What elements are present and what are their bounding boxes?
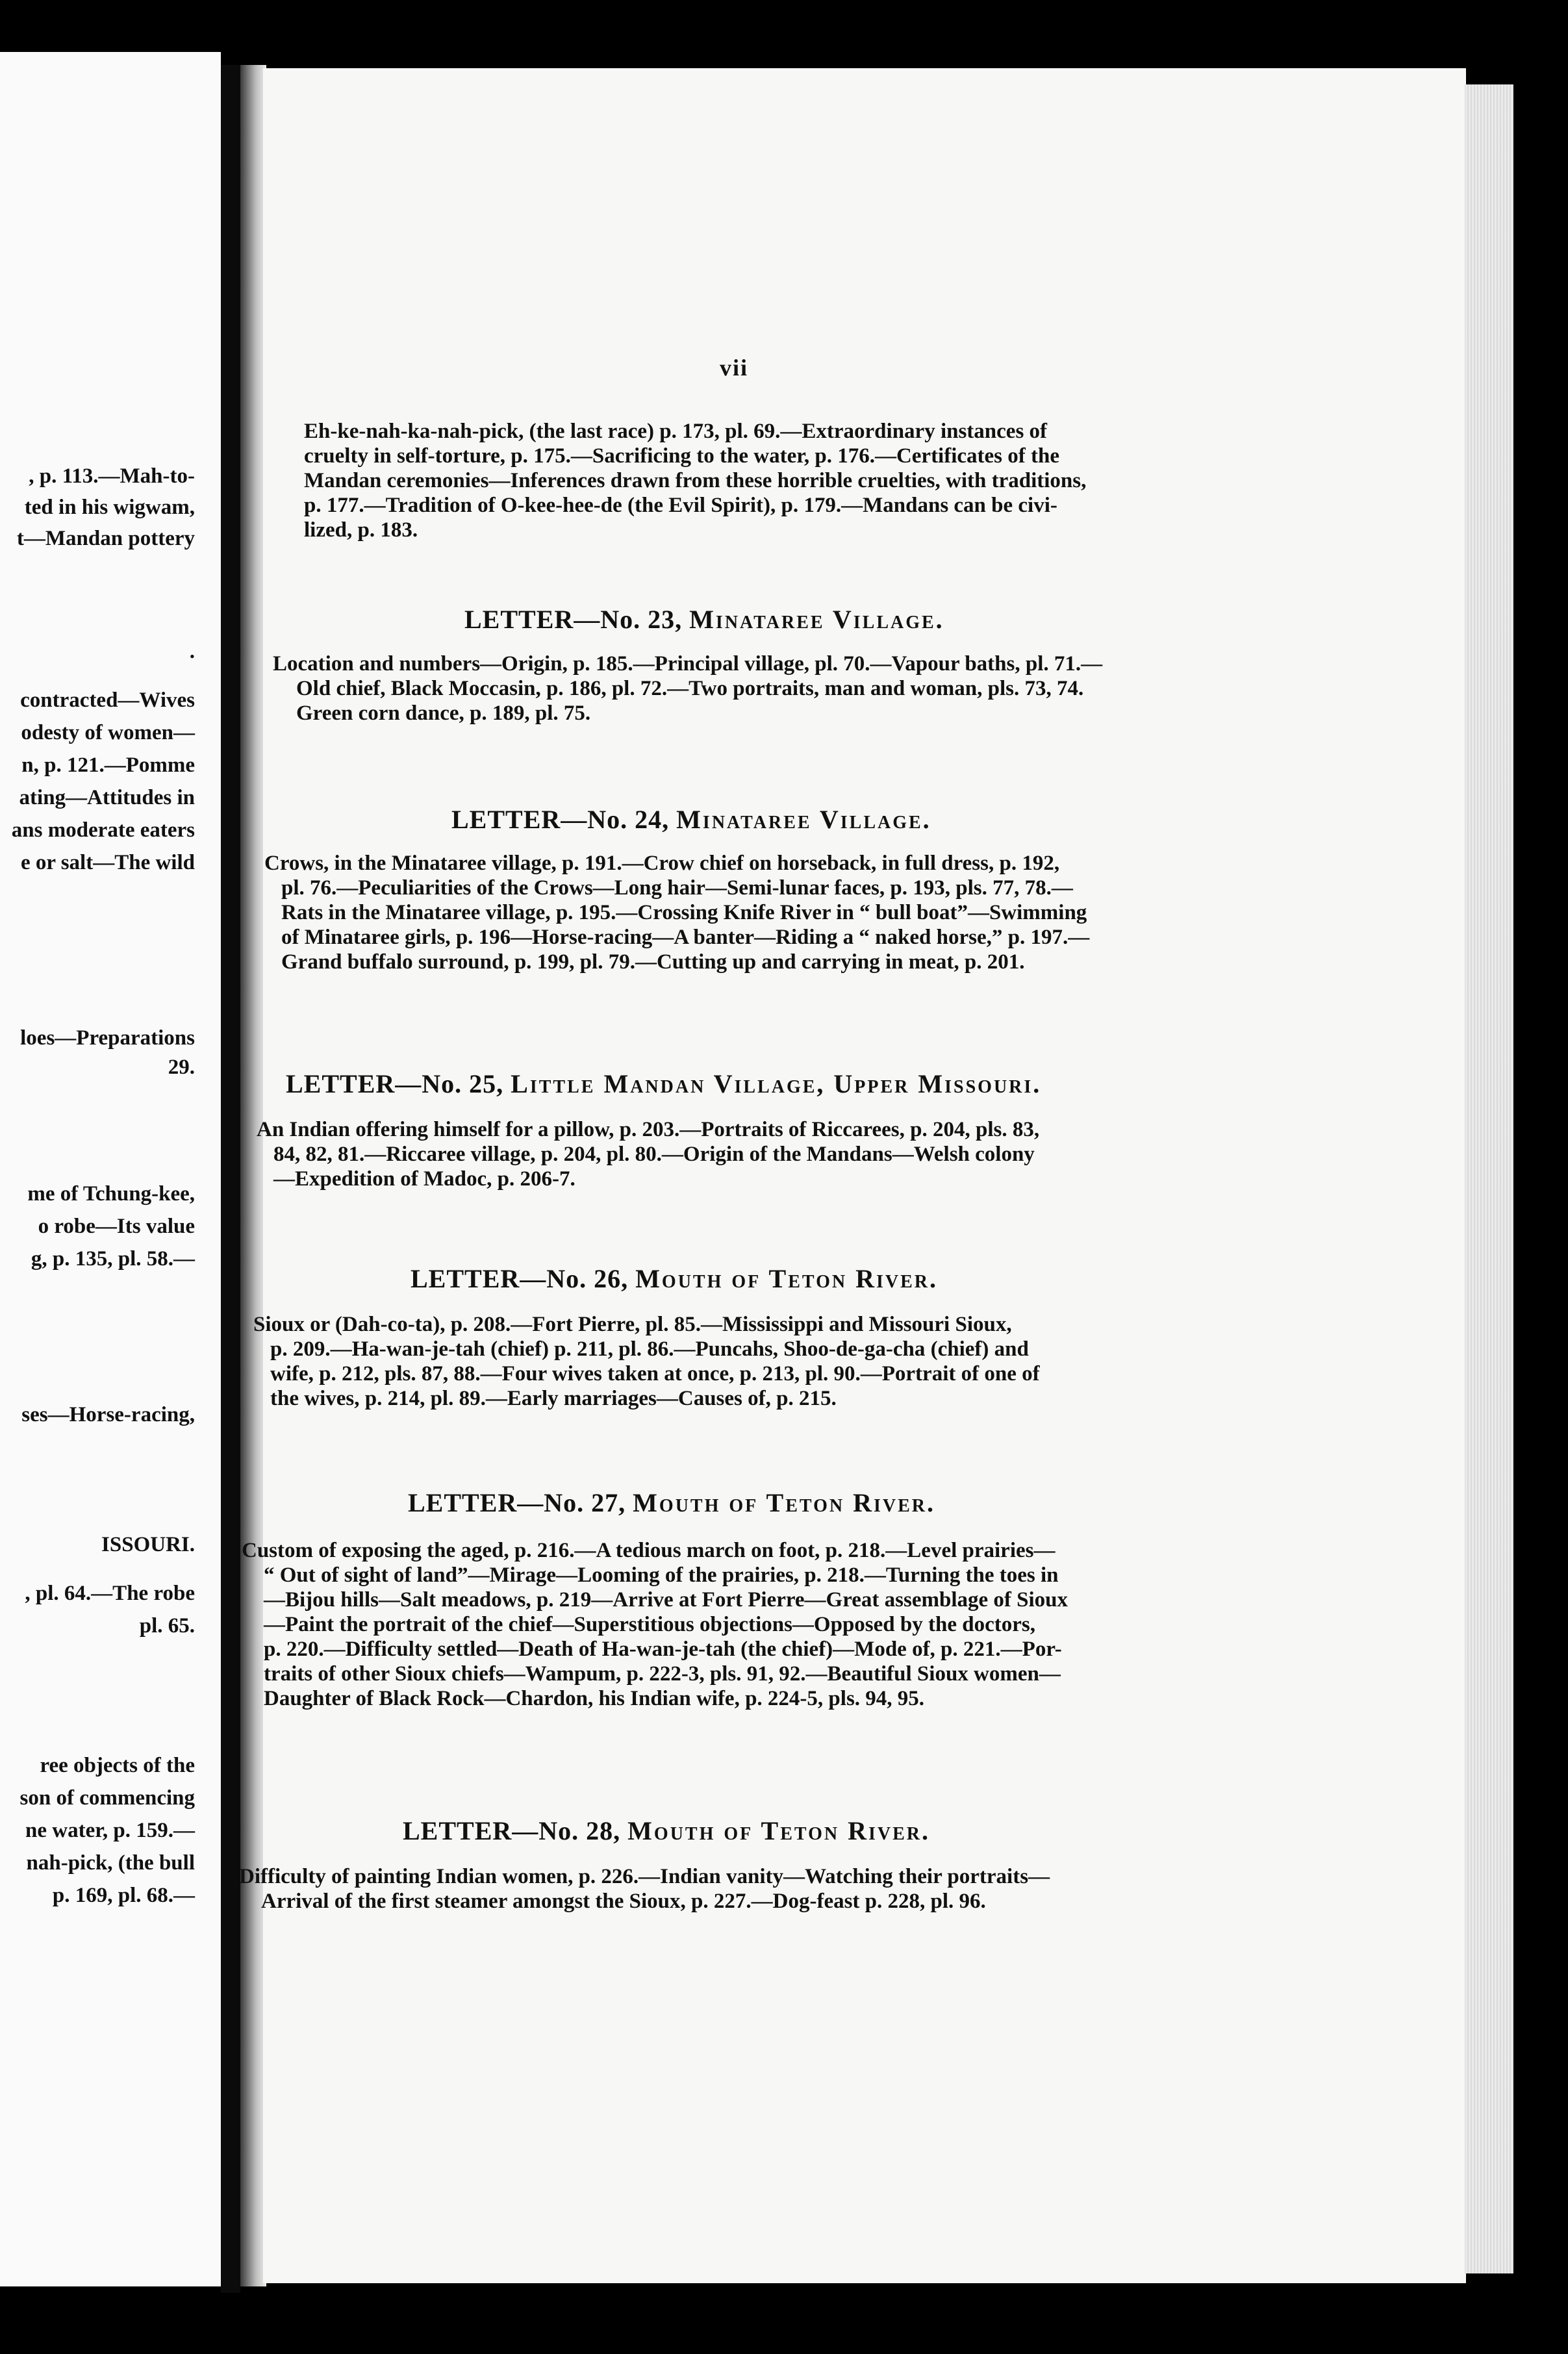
text-line: Rats in the Minataree village, p. 195.—Crossing Knife River in “ bull boat”—Swimming bbox=[281, 901, 1087, 924]
letter-28-summary bbox=[239, 1864, 1050, 1914]
left-page-line: o robe—Its value bbox=[38, 1215, 195, 1238]
text-line: Grand buffalo surround, p. 199, pl. 79.—Cutting up and carrying in meat, p. 201. bbox=[281, 950, 1025, 974]
text-line: Location and numbers—Origin, p. 185.—Principal village, pl. 70.—Vapour baths, pl. 71.— bbox=[273, 652, 1103, 676]
letter-place: Mouth of Teton River. bbox=[635, 1264, 938, 1293]
text-line: p. 177.—Tradition of O-kee-hee-de (the Evil Spirit), p. 179.—Mandans can be civi- bbox=[304, 494, 1057, 517]
left-page-line: ted in his wigwam, bbox=[24, 496, 195, 519]
left-page-line: pl. 65. bbox=[139, 1614, 195, 1638]
left-page-line: loes—Preparations bbox=[20, 1026, 195, 1050]
text-line: of Minataree girls, p. 196—Horse-racing—A banter—Riding a “ naked horse,” p. 197.— bbox=[281, 926, 1090, 949]
text-line: “ Out of sight of land”—Mirage—Looming of the prairies, p. 218.—Turning the toes in bbox=[264, 1563, 1059, 1587]
left-page-line: son of commencing bbox=[19, 1786, 195, 1810]
left-page-line: 29. bbox=[168, 1056, 195, 1079]
left-page-line: , p. 113.—Mah-to- bbox=[29, 464, 195, 488]
text-line: p. 220.—Difficulty settled—Death of Ha-wan-je-tah (the chief)—Mode of, p. 221.—Por- bbox=[264, 1638, 1062, 1661]
letter-26-summary bbox=[253, 1312, 1040, 1411]
left-page-fragment bbox=[0, 52, 221, 2286]
letter-place: Mouth of Teton River. bbox=[627, 1816, 930, 1845]
page-edge-stack bbox=[1465, 84, 1513, 2273]
text-line: Old chief, Black Moccasin, p. 186, pl. 72.—Two portraits, man and woman, pls. 73, 74. bbox=[296, 677, 1084, 700]
left-page-line: contracted—Wives bbox=[20, 689, 195, 712]
text-line: Green corn dance, p. 189, pl. 75. bbox=[296, 702, 591, 725]
letter-number: LETTER—No. 27, bbox=[408, 1488, 626, 1517]
letter-27-summary bbox=[242, 1538, 1068, 1711]
text-line: the wives, p. 214, pl. 89.—Early marriages—Causes of, p. 215. bbox=[270, 1387, 837, 1410]
text-line: Arrival of the first steamer amongst the Sioux, p. 227.—Dog-feast p. 228, pl. 96. bbox=[261, 1890, 986, 1913]
left-page-line: ans moderate eaters bbox=[11, 818, 195, 842]
text-line: Difficulty of painting Indian women, p. 226.—Indian vanity—Watching their portraits— bbox=[239, 1865, 1050, 1888]
left-page-line: n, p. 121.—Pomme bbox=[21, 753, 195, 777]
left-page-line: g, p. 135, pl. 58.— bbox=[31, 1247, 195, 1271]
text-line: Sioux or (Dah-co-ta), p. 208.—Fort Pierre, pl. 85.—Mississippi and Missouri Sioux, bbox=[253, 1313, 1012, 1336]
left-page-line: e or salt—The wild bbox=[21, 851, 195, 874]
left-page-line: nah-pick, (the bull bbox=[26, 1851, 195, 1875]
text-line: traits of other Sioux chiefs—Wampum, p. 222-3, pls. 91, 92.—Beautiful Sioux women— bbox=[264, 1662, 1061, 1686]
left-page-line: p. 169, pl. 68.— bbox=[52, 1884, 195, 1907]
text-line: Crows, in the Minataree village, p. 191.—Crow chief on horseback, in full dress, p. 192, bbox=[264, 852, 1060, 875]
book-gutter bbox=[221, 65, 240, 2293]
left-page-line: ne water, p. 159.— bbox=[25, 1819, 195, 1842]
left-page-line: ISSOURI. bbox=[101, 1533, 195, 1556]
left-page-line: ree objects of the bbox=[40, 1754, 195, 1777]
letter-23-heading bbox=[464, 604, 944, 635]
left-page-line: t—Mandan pottery bbox=[16, 527, 195, 550]
letter-28-heading bbox=[403, 1816, 930, 1846]
letter-number: LETTER—No. 25, bbox=[286, 1069, 504, 1098]
left-page-line: . bbox=[189, 640, 195, 663]
letter-24-heading bbox=[451, 804, 931, 835]
page-number: vii bbox=[720, 355, 749, 381]
text-line: Custom of exposing the aged, p. 216.—A tedious march on foot, p. 218.—Level prairies— bbox=[242, 1539, 1056, 1562]
letter-place: Little Mandan Village, Upper Missouri. bbox=[511, 1069, 1042, 1098]
text-line: pl. 76.—Peculiarities of the Crows—Long hair—Semi-lunar faces, p. 193, pls. 77, 78.— bbox=[281, 876, 1073, 900]
text-line: Daughter of Black Rock—Chardon, his Indian wife, p. 224-5, pls. 94, 95. bbox=[264, 1687, 925, 1710]
text-line: lized, p. 183. bbox=[304, 518, 418, 542]
text-line: wife, p. 212, pls. 87, 88.—Four wives taken at once, p. 213, pl. 90.—Portrait of one of bbox=[270, 1362, 1040, 1386]
text-line: —Paint the portrait of the chief—Superstitious objections—Opposed by the doctors, bbox=[264, 1613, 1035, 1636]
letter-place: Minataree Village. bbox=[676, 805, 931, 834]
text-line: Eh-ke-nah-ka-nah-pick, (the last race) p. 173, pl. 69.—Extraordinary instances of bbox=[304, 420, 1048, 443]
text-line: An Indian offering himself for a pillow, p. 203.—Portraits of Riccarees, p. 204, pls. 83, bbox=[257, 1118, 1040, 1141]
left-page-line: odesty of women— bbox=[21, 721, 195, 744]
letter-place: Minataree Village. bbox=[689, 605, 944, 634]
letter-number: LETTER—No. 23, bbox=[464, 605, 683, 634]
text-line: —Bijou hills—Salt meadows, p. 219—Arrive at Fort Pierre—Great assemblage of Sioux bbox=[264, 1588, 1068, 1612]
letter-27-heading bbox=[408, 1487, 935, 1518]
left-page-line: ses—Horse-racing, bbox=[21, 1403, 195, 1426]
text-line: cruelty in self-torture, p. 175.—Sacrificing to the water, p. 176.—Certificates of the bbox=[304, 444, 1059, 468]
text-line: —Expedition of Madoc, p. 206-7. bbox=[273, 1167, 575, 1191]
letter-25-summary bbox=[257, 1117, 1039, 1191]
letter-place: Mouth of Teton River. bbox=[633, 1488, 935, 1517]
left-page-line: ating—Attitudes in bbox=[19, 786, 195, 809]
left-page-line: , pl. 64.—The robe bbox=[25, 1582, 195, 1605]
letter-number: LETTER—No. 24, bbox=[451, 805, 670, 834]
letter-23-summary bbox=[273, 652, 1102, 726]
letter-number: LETTER—No. 28, bbox=[403, 1816, 621, 1845]
letter-24-summary bbox=[264, 851, 1089, 974]
intro-paragraph bbox=[304, 419, 1086, 542]
letter-26-heading bbox=[411, 1263, 938, 1294]
text-line: p. 209.—Ha-wan-je-tah (chief) p. 211, pl. 86.—Puncahs, Shoo-de-ga-cha (chief) and bbox=[270, 1337, 1029, 1361]
text-line: Mandan ceremonies—Inferences drawn from these horrible cruelties, with traditions, bbox=[304, 469, 1087, 492]
letter-25-heading bbox=[286, 1069, 1041, 1099]
left-page-line: me of Tchung-kee, bbox=[27, 1182, 195, 1206]
text-line: 84, 82, 81.—Riccaree village, p. 204, pl. 80.—Origin of the Mandans—Welsh colony bbox=[273, 1143, 1035, 1166]
letter-number: LETTER—No. 26, bbox=[411, 1264, 629, 1293]
